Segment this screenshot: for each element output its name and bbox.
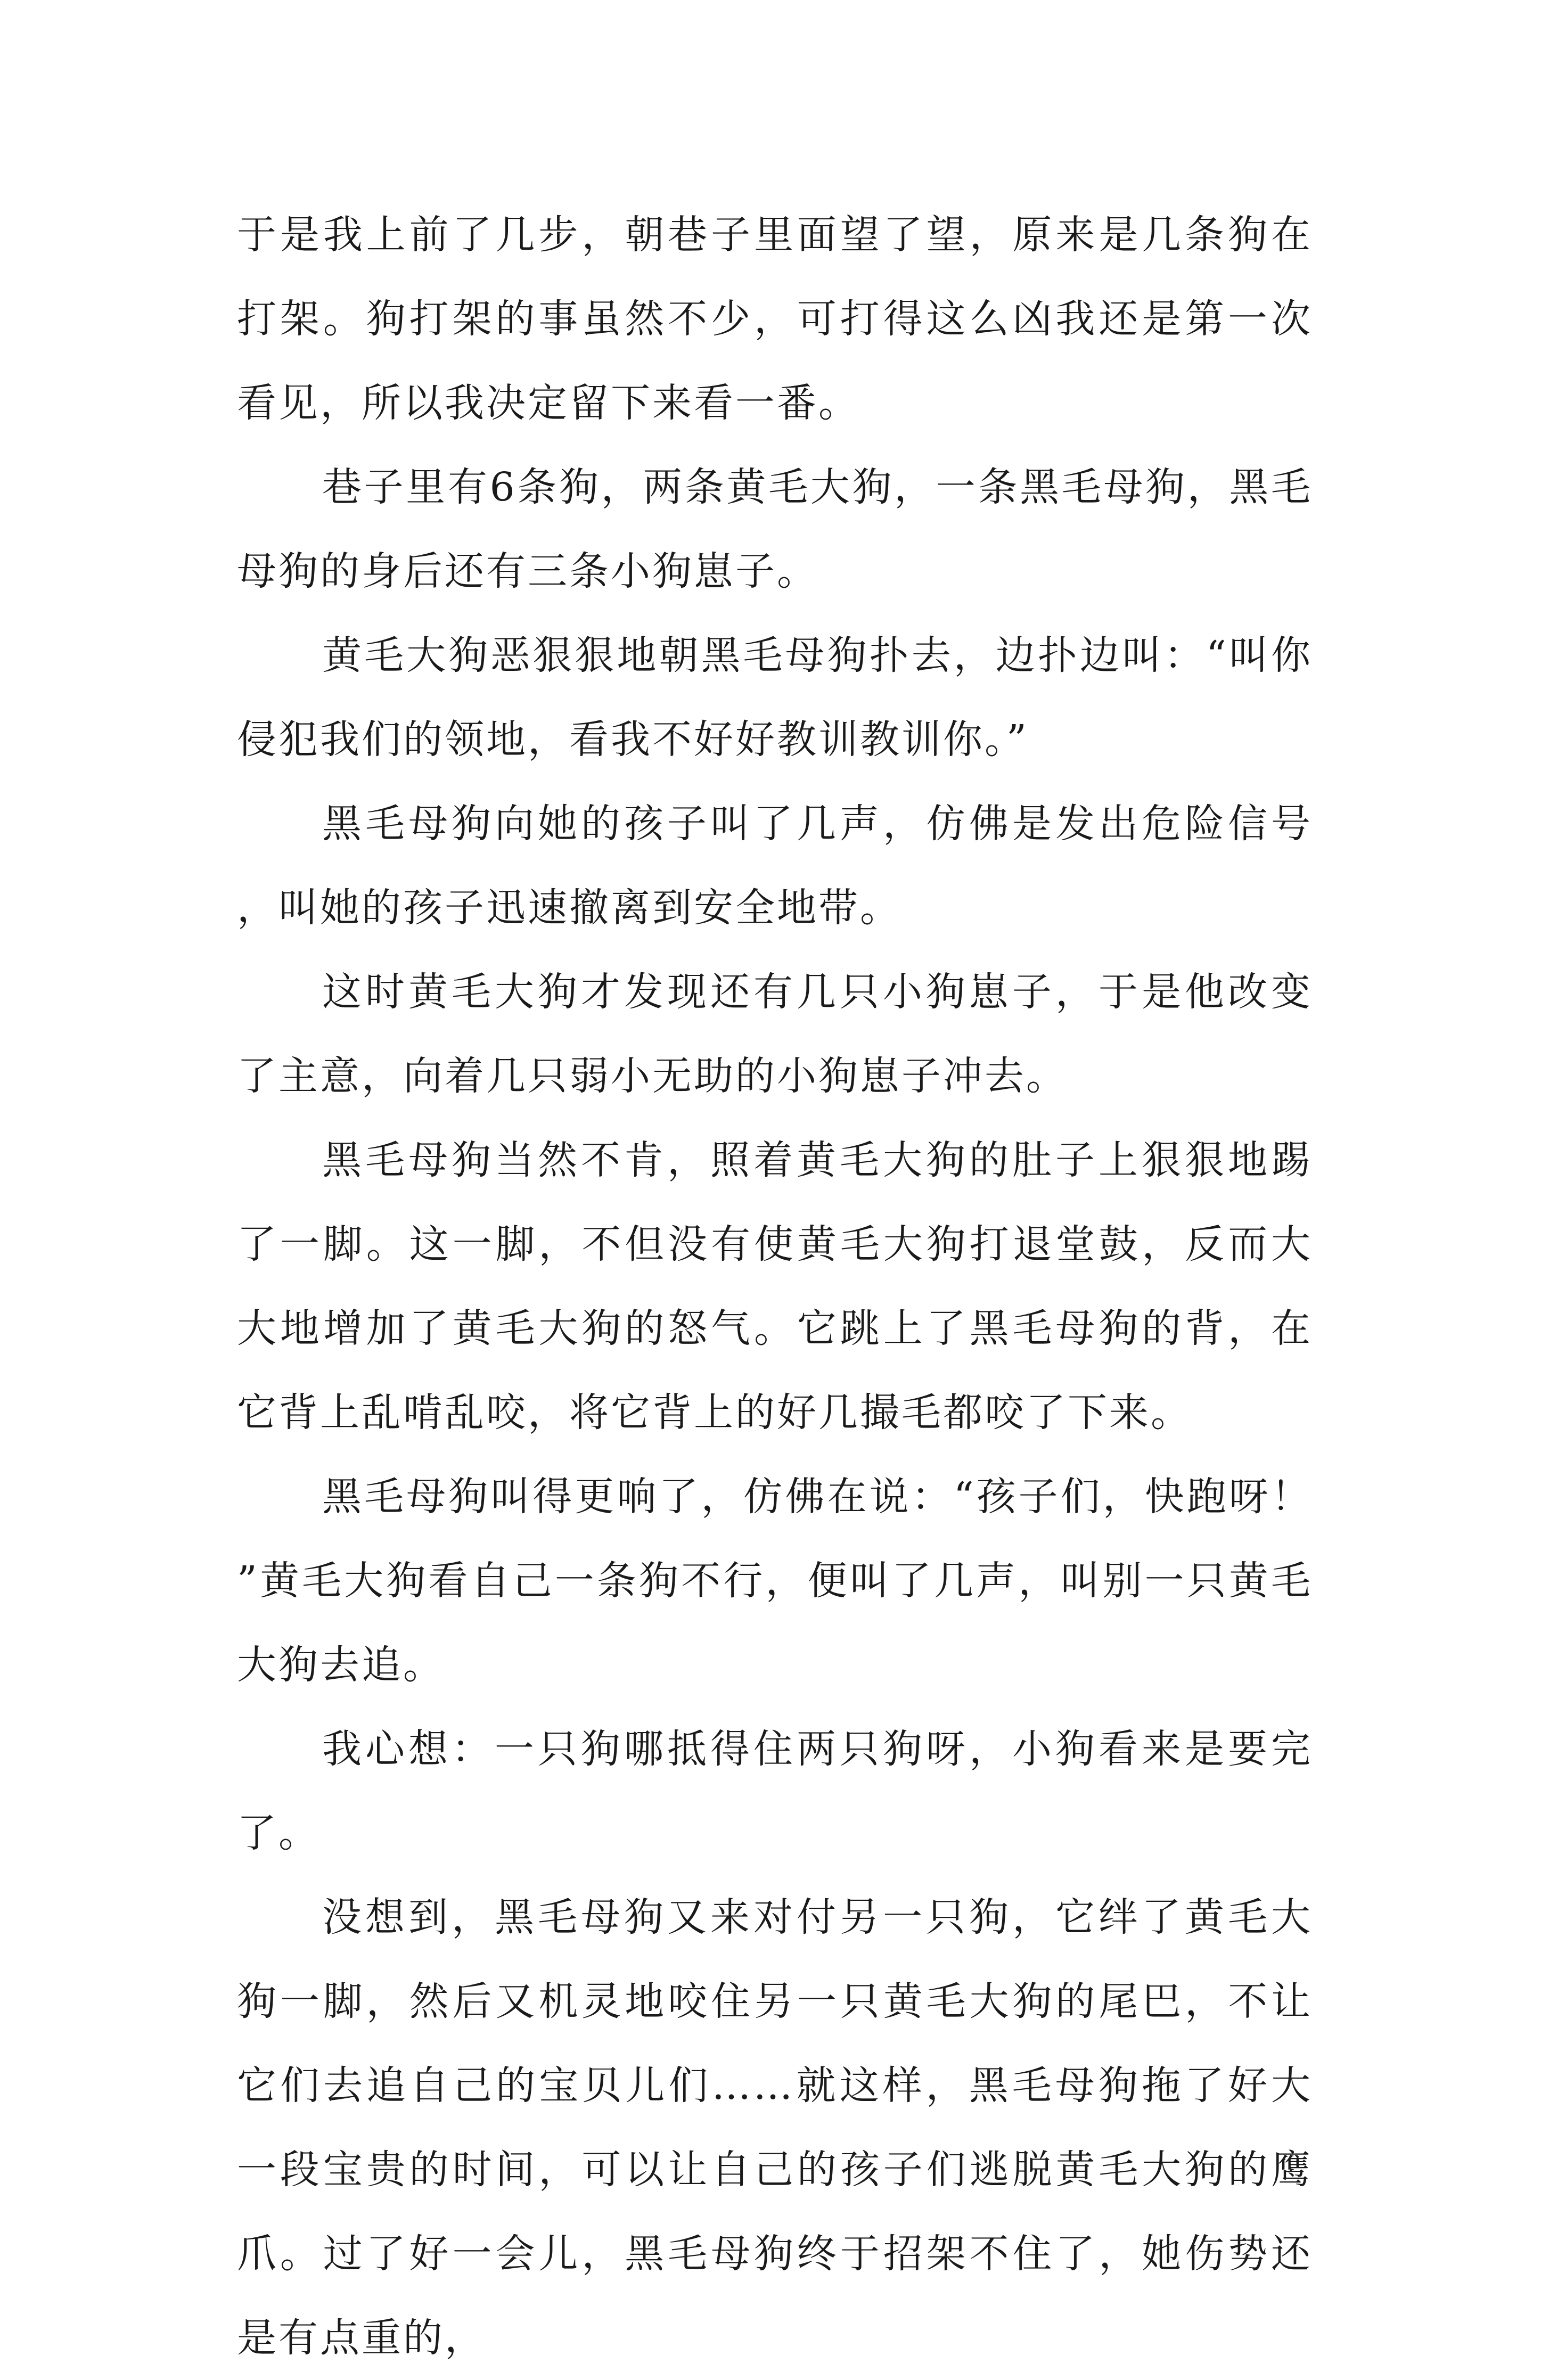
paragraph-4: 黑毛母狗向她的孩子叫了几声，仿佛是发出危险信号，叫她的孩子迅速撤离到安全地带。 xyxy=(237,801,1313,931)
paragraph-2: 巷子里有6条狗，两条黄毛大狗，一条黑毛母狗，黑毛母狗的身后还有三条小狗崽子。 xyxy=(237,464,1313,594)
paragraph-5: 这时黄毛大狗才发现还有几只小狗崽子，于是他改变了主意，向着几只弱小无助的小狗崽子冲去。 xyxy=(237,969,1313,1099)
paragraph-1: 于是我上前了几步，朝巷子里面望了望，原来是几条狗在打架。狗打架的事虽然不少，可打得这么凶我还是第一次看见，所以我决定留下来看一番。 xyxy=(237,212,1313,426)
document-body xyxy=(237,193,1313,2380)
paragraph-7: 黑毛母狗叫得更响了，仿佛在说：“孩子们，快跑呀！”黄毛大狗看自己一条狗不行，便叫了几声，叫别一只黄毛大狗去追。 xyxy=(237,1474,1313,1688)
paragraph-9: 没想到，黑毛母狗又来对付另一只狗，它绊了黄毛大狗一脚，然后又机灵地咬住另一只黄毛大狗的尾巴，不让它们去追自己的宝贝儿们……就这样，黑毛母狗拖了好大一段宝贵的时间，可以让自己的孩子们逃脱黄毛大狗的鹰爪。过了好一会儿，黑毛母狗终于招架不住了，她伤势还是有点重的， xyxy=(237,1894,1313,2361)
paragraph-8: 我心想：一只狗哪抵得住两只狗呀，小狗看来是要完了。 xyxy=(237,1726,1313,1856)
paragraph-3: 黄毛大狗恶狠狠地朝黑毛母狗扑去，边扑边叫：“叫你侵犯我们的领地，看我不好好教训教训你。” xyxy=(237,633,1313,762)
paragraph-6: 黑毛母狗当然不肯，照着黄毛大狗的肚子上狠狠地踢了一脚。这一脚，不但没有使黄毛大狗打退堂鼓，反而大大地增加了黄毛大狗的怒气。它跳上了黑毛母狗的背，在它背上乱啃乱咬，将它背上的好几撮毛都咬了下来。 xyxy=(237,1137,1313,1435)
